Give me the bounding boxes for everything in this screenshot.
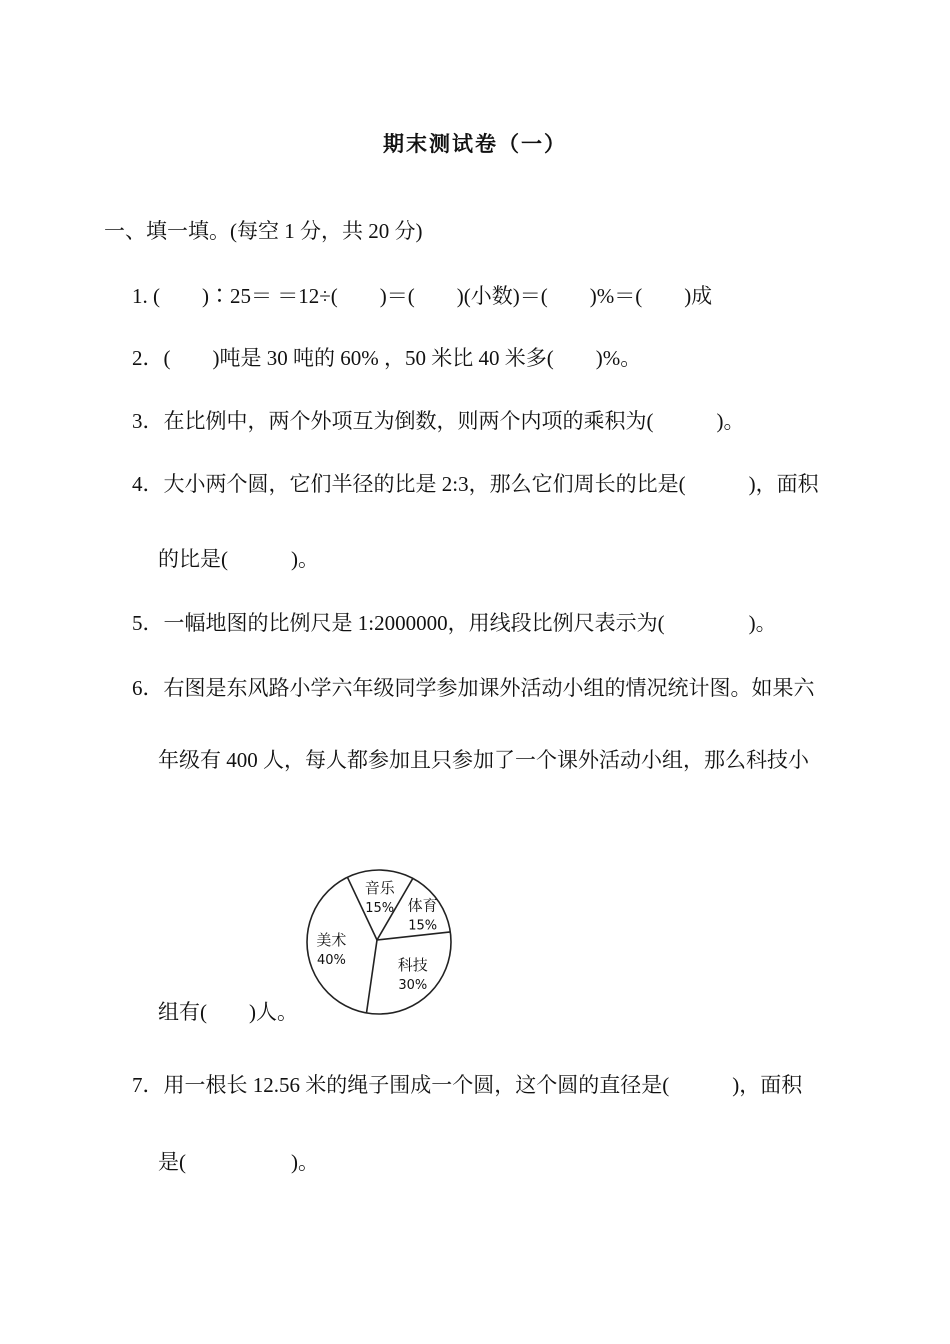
pie-slice-value: 40% <box>316 952 346 968</box>
question-1: 1. ( )∶25＝ ＝12÷( )＝( )(小数)＝( )%＝( )成 <box>132 284 713 308</box>
question-7-line-1: 7．用一根长 12.56 米的绳子围成一个圆，这个圆的直径是( )，面积 <box>132 1073 803 1097</box>
section-heading: 一、填一填。(每空 1 分，共 20 分) <box>104 219 423 243</box>
question-4-line-1: 4．大小两个圆，它们半径的比是 2:3，那么它们周长的比是( )，面积 <box>132 472 819 496</box>
pie-slice-label: 体育 <box>407 896 438 915</box>
question-6-line-2: 年级有 400 人，每人都参加且只参加了一个课外活动小组，那么科技小 <box>158 748 809 772</box>
question-6-line-3: 组有( )人。 <box>158 1000 298 1024</box>
question-5: 5．一幅地图的比例尺是 1:2000000，用线段比例尺表示为( )。 <box>132 611 777 635</box>
pie-slice-label: 音乐 <box>364 879 395 898</box>
question-6-line-1: 6．右图是东风路小学六年级同学参加课外活动小组的情况统计图。如果六 <box>132 676 815 700</box>
activity-pie-chart <box>303 866 455 1018</box>
question-3: 3．在比例中，两个外项互为倒数，则两个内项的乘积为( )。 <box>132 409 745 433</box>
pie-slice-value: 30% <box>398 977 428 993</box>
pie-slice-label: 美术 <box>316 930 347 949</box>
question-4-line-2: 的比是( )。 <box>158 547 319 571</box>
question-2: 2．( )吨是 30 吨的 60% ，50 米比 40 米多( )%。 <box>132 346 642 370</box>
pie-slice-label: 科技 <box>397 955 428 974</box>
question-7-line-2: 是( )。 <box>158 1150 319 1174</box>
pie-slice-value: 15% <box>408 918 438 934</box>
page-title: 期末测试卷（一） <box>383 132 567 156</box>
pie-slice-value: 15% <box>365 901 395 917</box>
